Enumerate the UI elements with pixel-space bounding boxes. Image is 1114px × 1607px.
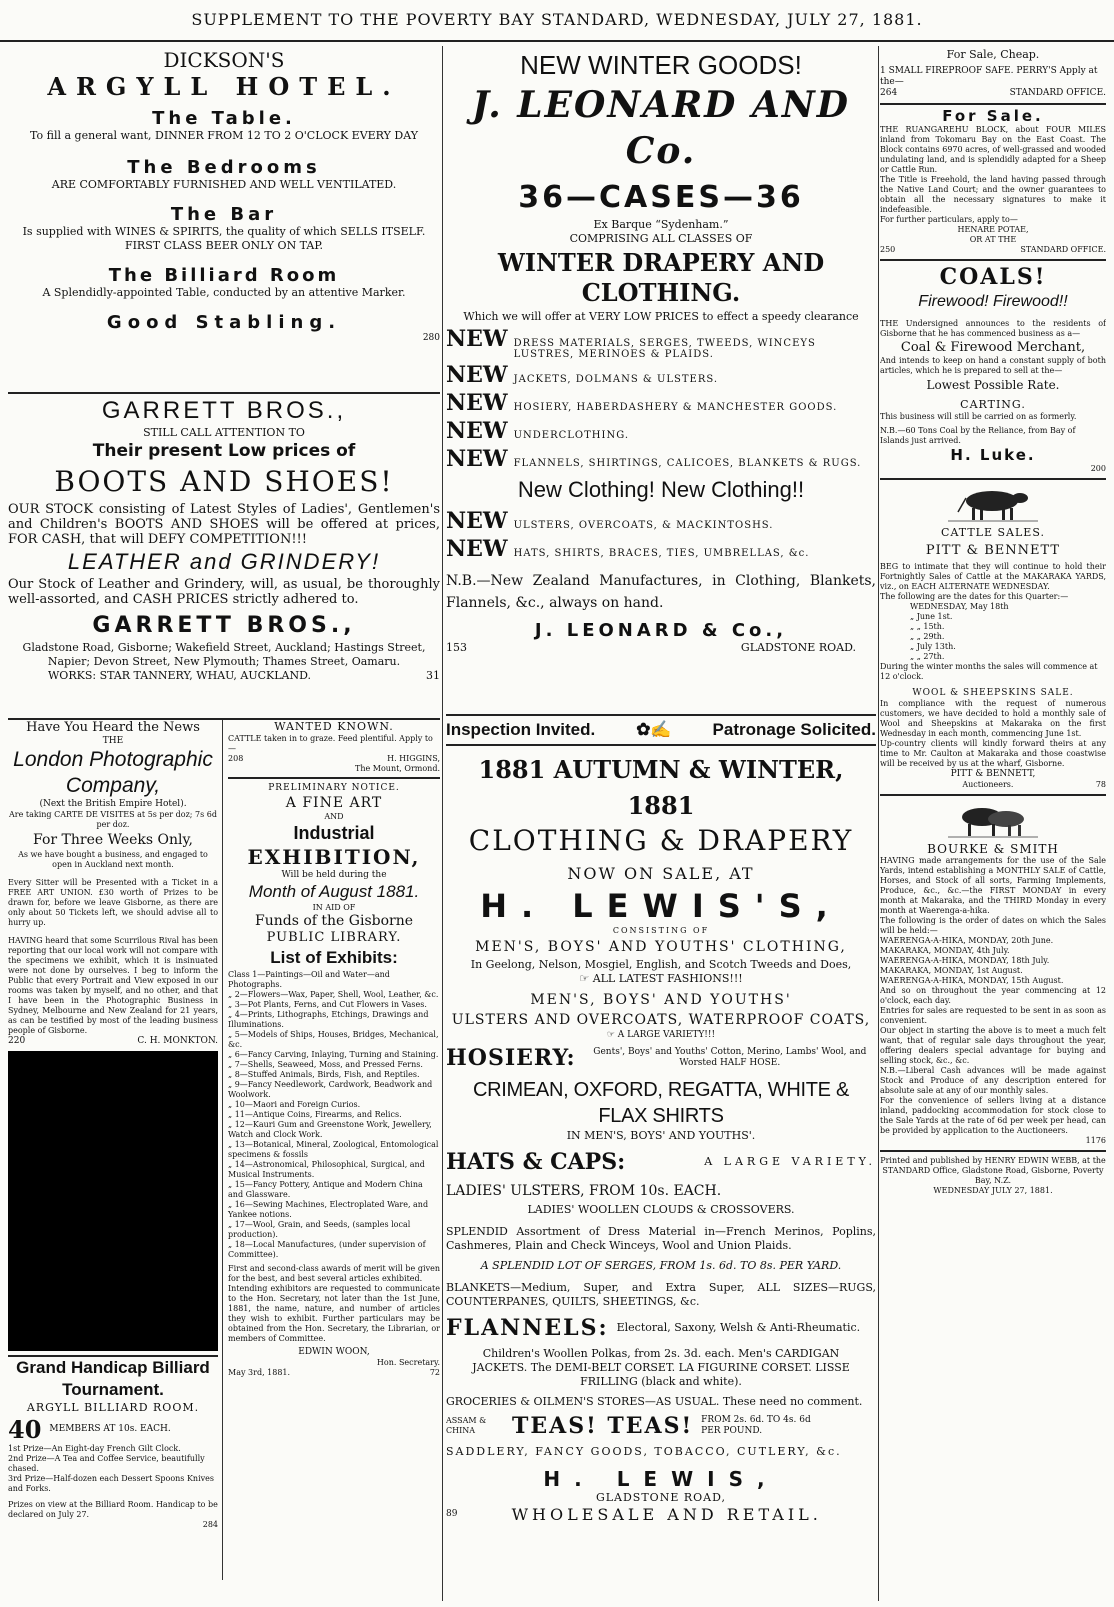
new-word: NEW [446,536,508,562]
woollen-clouds: LADIES' WOOLLEN CLOUDS & CROSSOVERS. [527,1203,795,1216]
ad-number: 280 [422,333,440,343]
list-item: „ 12—Kauri Gum and Greenstone Work, Jewellery, Watch and Clock Work. [228,1120,432,1139]
garrett-works-text: WORKS: STAR TANNERY, WHAU, AUCKLAND. [48,669,312,682]
pitt-bennett-heading: PITT & BENNETT [925,543,1061,558]
column-rule [442,46,443,1601]
list-item: „ 18—Local Manufactures, (under supervision of Committee). [228,1240,426,1259]
blacked-out-area [8,1051,218,1351]
ad-number: 72 [429,1368,440,1377]
on-sale-text: NOW ON SALE, AT [567,864,755,883]
hosiery-heading: HOSIERY: [446,1045,576,1071]
new-word: NEW [446,418,508,444]
coals-ad [880,261,1106,480]
wanted-known-ad [228,720,440,779]
ad-number: 31 [426,669,440,682]
pointing-hand-icon: ☞ [606,1030,618,1040]
new-goods-text: FLANNELS, SHIRTINGS, CALICOES, BLANKETS & RUGS. [513,458,862,469]
wanted-name: H. HIGGINS, [387,754,440,763]
new-goods-row [446,508,876,534]
carting-text: This business will still be carried on as formerly. [880,412,1077,421]
stabling-heading: Good Stabling. [106,312,342,333]
exhibition-intending: Intending exhibitors are requested to communicate to the Hon. Secretary, not later than the 1st June, 1881, the name, nature, and number of articles they wish to exhibit. Further particulars may be obtained from the Hon. Secretary, the Librarian, or members of Committee. [228,1284,440,1343]
groceries-text: GROCERIES & OILMEN'S STORES—AS USUAL. These need no comment. [446,1395,863,1408]
inspection-text: Inspection Invited. [446,720,596,739]
new-word: NEW [446,508,508,534]
new-goods-text: HATS, SHIRTS, BRACES, TIES, UMBRELLAS, &c. [513,548,810,559]
garrett-addresses: Gladstone Road, Gisborne; Wakefield Street, Auckland; Hastings Street, Napier; Devon Street, New Plymouth; Thames Street, Oamaru. [22,641,426,668]
photo-sitter-text: Every Sitter will be Presented with a Ticket in a FREE ART UNION. £30 worth of Prizes to be drawn for, before we leave Gisborne, as there are only about 50 Tickets left, we should advise all to hurry up. [8,878,219,927]
shirts-heading: CRIMEAN, OXFORD, REGATTA, WHITE & FLAX SHIRTS [472,1079,850,1127]
leonard-company: J. LEONARD AND Co. [472,84,850,172]
photo-taking: Are taking CARTE DE VISITES at 5s per doz; 7s 6d per doz. [9,810,217,829]
ad-number: 250 [880,245,896,254]
safe-ad [880,46,1106,105]
tournament-heading: Grand Handicap Billiard [16,1358,210,1377]
list-item: „ 6—Fancy Carving, Inlaying, Turning and Staining. [228,1050,439,1059]
lower-left-block [8,720,440,1580]
new-goods-row [446,362,876,388]
wanted-contact [228,754,440,764]
month-text: Month of August 1881. [248,882,420,901]
billiard-tournament-ad [8,1355,218,1530]
bourke-text-2: The following is the order of dates on which the Sales will be held:— [880,916,1106,935]
bar-text: Is supplied with WINES & SPIRITS, the quality of which SELLS ITSELF. [22,225,426,238]
and-word: AND [324,812,344,821]
new-word: NEW [446,362,508,388]
teas-heading: TEAS! TEAS! [512,1413,694,1439]
column-right [880,46,1106,1196]
safe-office: STANDARD OFFICE. [1009,88,1106,98]
block-heading: For Sale. [942,107,1044,125]
block-text: THE RUANGAREHU BLOCK, about FOUR MILES inland from Tokomaru Bay on the East Coast. The Block contains 6970 acres, of well-grassed and wooded undulating land, and is splendidly adapted for a Sheep or Cattle Run. [880,125,1106,174]
members-text: MEMBERS AT 10s. EACH. [49,1424,171,1434]
variety-label: A LARGE VARIETY!!! [617,1030,716,1040]
list-item: „ 10—Maori and Foreign Curios. [228,1100,361,1109]
members-line [8,1415,218,1444]
leonard-ad [446,46,876,716]
new-word: NEW [446,326,508,352]
pitt-bennett-signature: PITT & BENNETT, [950,769,1036,779]
ad-number: 200 [1090,464,1106,473]
block-office: STANDARD OFFICE. [1020,245,1106,254]
imprint [880,1152,1106,1196]
new-goods-list [446,326,876,472]
exhibition-date: May 3rd, 1881. [228,1368,291,1377]
garrett-line-2: Their present Low prices of [92,441,356,461]
new-goods-text: JACKETS, DOLMANS & ULSTERS. [513,374,719,385]
garrett-title-2: GARRETT BROS., [92,613,356,638]
pointing-hand-icon: ☞ [579,972,593,985]
aid-text: IN AID OF [312,903,356,912]
wool-text-2: Up-country clients will kindly forward theirs at any time to Mr. Caulton at Makaraka and those coastwise will be received by us at the wharf, Gisborne. [880,739,1106,768]
fine-art: A FINE ART [285,795,383,811]
flannels-text: Electoral, Saxony, Welsh & Anti-Rheumatic. [616,1321,861,1334]
ad-number: 1176 [1085,1136,1106,1145]
assam-text: ASSAM & CHINA [446,1416,487,1435]
list-item: „ June 1st. [910,612,953,621]
safe-footer [880,88,1106,99]
list-item: „ 2—Flowers—Wax, Paper, Shell, Wool, Leather, &c. [228,990,439,999]
cattle-text: BEG to intimate that they will continue to hold their Fortnightly Sales of Cattle at the MAKARAKA YARDS, viz., on EACH ALTERNATE WEDNESDAY. [880,562,1106,591]
leonard-heading: NEW WINTER GOODS! [520,50,802,80]
wool-text: In compliance with the request of numerous customers, we have decided to hold a monthly sale of Wool and Sheepskins at Makaraka on the first Wednesday in each month, commencing June 1st. [880,699,1106,738]
photo-signoff [8,1036,218,1047]
ad-number: 153 [446,641,467,654]
ad-number: 220 [8,1036,26,1046]
leonard-road: GLADSTONE ROAD. [740,641,856,654]
column-middle [446,46,876,1524]
lewis-signature: H. LEWIS, [543,1467,779,1491]
bourke-dates-list [880,936,1106,986]
imprint-text: Printed and published by HENRY EDWIN WEBB, at the STANDARD Office, Gladstone Road, Gisborne, Poverty Bay, N.Z. [880,1156,1106,1185]
news-heading: Have You Heard the News [26,720,200,735]
bourke-smith-heading: BOURKE & SMITH [927,842,1059,856]
bourke-text: HAVING made arrangements for the use of the Sale Yards, intend establishing a MONTHLY SALE of Cattle, Horses, and Stock of all sorts, Farming Implements, Produce, &c., &c.—the FIRST MONDAY in every month at Makaraka, and the THIRD Monday in every month at Waerenga-a-hika. [880,856,1106,915]
bedrooms-heading: The Bedrooms [127,157,321,178]
funds-text: Funds of the Gisborne [255,913,414,929]
ornament-icon: ✿✍ [636,720,672,740]
cattle-text-3: During the winter months the sales will commence at 12 o'clock. [880,662,1098,681]
new-clothing-heading: New Clothing! New Clothing!! [517,477,805,502]
hotel-owner: DICKSON'S [163,48,285,72]
childrens-text: Children's Woollen Polkas, from 2s. 3d. each. Men's CARDIGAN JACKETS. The DEMI-BELT CORSET. LA FIGURINE CORSET. LISSE FRILLING (black and white). [472,1347,850,1388]
exhibition-ad [228,783,440,1378]
lowest-rate: Lowest Possible Rate. [926,378,1060,392]
prize-3: 3rd Prize—Half-dozen each Dessert Spoons Knives and Forks. [8,1474,214,1493]
imprint-date: WEDNESDAY JULY 27, 1881. [933,1186,1053,1195]
wholesale-retail: WHOLESALE AND RETAIL. [511,1505,822,1524]
members-number: 40 [8,1415,42,1444]
lewis-name: H. LEWIS'S, [480,887,842,925]
cow-illustration [948,486,1038,522]
list-item: WAERENGA-A-HIKA, MONDAY, 20th June. [880,936,1054,945]
bar-text-2: FIRST CLASS BEER ONLY ON TAP. [124,239,324,252]
photo-three-weeks: For Three Weeks Only, [33,832,193,848]
photo-having-text: HAVING heard that some Scurrilous Rival has been reporting that our local work will not compare with the specimens we exhibit, which it is insinuated were not done by ourselves. I beg to inform the Public that every Portrait and View exposed in our rooms was taken by myself, and no other, and that I have been in the Photographic Business in Sydney, Melbourne and New Zealand for 21 years, as can be testified by most of the leading business people of Gisborne. [8,936,219,1035]
exhibition-signature: EDWIN WOON, [298,1347,370,1357]
flannels-heading: FLANNELS: [446,1315,609,1341]
leather-text: Our Stock of Leather and Grindery, will, as usual, be thoroughly well-assorted, and CASH PRICES strictly adhered to. [8,577,440,607]
billiard-heading: The Billiard Room [108,265,340,286]
page-header: SUPPLEMENT TO THE POVERTY BAY STANDARD, WEDNESDAY, JULY 27, 1881. [0,0,1114,42]
list-item: „ 11—Antique Coins, Firearms, and Relics. [228,1110,402,1119]
list-item: „ 9—Fancy Needlework, Cardwork, Beadwork and Woolwork. [228,1080,433,1099]
leonard-signature: J. LEONARD & Co., [534,620,788,641]
photo-the: THE [102,736,124,746]
lewis-ad [446,716,876,1524]
consisting-text: CONSISTING OF [612,926,710,935]
photo-signature: C. H. MONKTON. [137,1036,219,1046]
shirts-sub: IN MEN'S, BOYS' AND YOUTHS'. [566,1129,756,1142]
block-text-3: For further particulars, apply to— [880,215,1018,224]
teas-line [446,1413,876,1439]
offer-text: Which we will offer at VERY LOW PRICES to effect a speedy clearance [463,310,859,323]
ad-number: 284 [202,1520,219,1529]
teas-price: FROM 2s. 6d. TO 4s. 6d PER POUND. [701,1415,811,1436]
garrett-stock-text: OUR STOCK consisting of Latest Styles of Ladies', Gentlemen's and Children's BOOTS AND SHOES will be offered at prices, FOR CASH, that will DEFY COMPETITION!!! [8,502,440,547]
list-item: MAKARAKA, MONDAY, 1st August. [880,966,1023,975]
bourke-text-3: And so on throughout the year commencing at 12 o'clock, each day. [880,986,1106,1005]
auctioneers-text: Auctioneers. [962,780,1014,789]
list-item: „ „ 27th. [910,652,945,661]
new-goods-row [446,536,876,562]
block-or: OR AT THE [969,235,1017,244]
hotel-name: ARGYLL HOTEL. [47,72,401,101]
list-item: „ „ 29th. [910,632,945,641]
wanted-heading: WANTED KNOWN. [274,720,394,733]
saddlery-text: SADDLERY, FANCY GOODS, TOBACCO, CUTLERY, &c. [446,1445,842,1458]
new-goods-row [446,418,876,444]
cattle-footer [880,780,1106,790]
new-goods-row [446,326,876,360]
held-text: Will be held during the [281,870,387,880]
bedrooms-text: ARE COMFORTABLY FURNISHED AND WELL VENTILATED. [51,178,397,191]
firewood-heading: Firewood! Firewood!! [918,293,1068,310]
hats-heading: HATS & CAPS: [446,1149,626,1175]
merchant-heading: Coal & Firewood Merchant, [900,340,1086,355]
photo-location: (Next the British Empire Hotel). [39,799,187,809]
tournament-heading-2: Tournament. [62,1380,164,1399]
list-item: „ 5—Models of Ships, Houses, Bridges, Mechanical, &c. [228,1030,439,1049]
cattle-dates-list [880,602,1106,662]
dress-material-text: SPLENDID Assortment of Dress Material in—French Merinos, Poplins, Cashmeres, Plain and Check Winceys, Wool and Union Plaids. [446,1225,876,1252]
serges-text: A SPLENDID LOT OF SERGES, FROM 1s. 6d. TO 8s. PER YARD. [480,1259,842,1272]
photo-company-name: London Photographic Company, [13,748,213,797]
flannels-line [446,1315,876,1341]
list-item: „ 14—Astronomical, Philosophical, Surgical, and Musical Instruments. [228,1160,425,1179]
table-text: To fill a general want, DINNER FROM 12 TO 2 O'CLOCK EVERY DAY [30,129,418,142]
exhibits-list [228,970,440,1260]
prize-2: 2nd Prize—A Tea and Coffee Service, beautifully chased. [8,1454,205,1473]
boots-shoes-heading: BOOTS AND SHOES! [54,465,394,498]
column-rule [878,46,879,1601]
garrett-bros-ad [8,394,440,720]
bar-heading: The Bar [170,204,278,225]
new-goods-text: DRESS MATERIALS, SERGES, TWEEDS, WINCEYS LUSTRES, MERINOES & PLAIDS. [513,338,816,360]
new-goods-list-2 [446,508,876,562]
comprising-text: COMPRISING ALL CLASSES OF [569,232,753,245]
ulsters-overcoats: ULSTERS AND OVERCOATS, WATERPROOF COATS, [451,1012,871,1028]
exhibits-heading: List of Exhibits: [270,948,398,967]
prize-1: 1st Prize—An Eight-day French Gilt Clock. [8,1444,181,1453]
billiard-room: ARGYLL BILLIARD ROOM. [26,1401,200,1414]
ad-number: 264 [880,88,898,98]
leather-heading: LEATHER and GRINDERY! [67,549,381,574]
safe-text: 1 SMALL FIREPROOF SAFE. PERRY'S Apply at the— [880,66,1098,87]
block-footer [880,245,1106,255]
exhibition-column [223,720,440,1580]
ad-number: 78 [1095,780,1106,789]
list-item: „ „ 15th. [910,622,945,631]
new-goods-text: ULSTERS, OVERCOATS, & MACKINTOSHS. [513,520,774,531]
list-item: „ 17—Wool, Grain, and Seeds, (samples local production). [228,1220,411,1239]
safe-heading: For Sale, Cheap. [946,48,1040,61]
list-item: „ 4—Prints, Lithographs, Etchings, Drawings and Illuminations. [228,1010,429,1029]
carting-heading: CARTING. [960,398,1026,411]
photo-bought: As we have bought a business, and engaged to open in Auckland next month. [18,850,208,869]
lewis-footer [446,1505,876,1524]
cases-heading: 36—CASES—36 [518,180,804,215]
coals-text: THE Undersigned announces to the residents of Gisborne that he has commenced business as a— [880,319,1106,338]
inspection-line [446,720,876,746]
exhibition-title: EXHIBITION, [247,845,421,869]
column-left [8,46,440,1580]
exhibition-secretary: Hon. Secretary. [376,1358,440,1367]
luke-signature: H. Luke. [950,446,1036,464]
list-item: MAKARAKA, MONDAY, 4th July. [880,946,1010,955]
leonard-footer [446,641,876,655]
new-goods-text: HOSIERY, HABERDASHERY & MANCHESTER GOODS. [513,402,838,413]
cattle-illustration [948,802,1038,838]
exhibition-awards: First and second-class awards of merit will be given for the best, and best several articles exhibited. [228,1264,440,1283]
coals-heading: COALS! [939,264,1047,290]
hats-text: A LARGE VARIETY. [704,1155,876,1168]
wanted-address: The Mount, Ormond. [355,764,440,773]
new-goods-row [446,390,876,416]
list-item: WEDNESDAY, May 18th [910,602,1009,611]
photo-column [8,720,223,1580]
list-item: „ 16—Sewing Machines, Electroplated Ware, and Yankee notions. [228,1200,429,1219]
fashions-label: ALL LATEST FASHIONS!!! [592,972,743,985]
coals-nb: N.B.—60 Tons Coal by the Reliance, from Bay of Islands just arrived. [880,426,1076,445]
lewis-road: GLADSTONE ROAD, [595,1491,727,1504]
garrett-works [8,669,440,683]
wool-heading: WOOL & SHEEPSKINS SALE. [912,688,1074,698]
garrett-line-1: STILL CALL ATTENTION TO [143,426,305,439]
blankets-text: BLANKETS—Medium, Super, and Extra Super, ALL SIZES—RUGS, COUNTERPANES, QUILTS, SHEETINGS, &c. [446,1281,876,1308]
patronage-text: Patronage Solicited. [712,720,876,739]
leonard-nb: N.B.—New Zealand Manufactures, in Clothing, Blankets, Flannels, &c., always on hand. [446,573,876,611]
list-item: WAERENGA-A-HIKA, MONDAY, 15th August. [880,976,1064,985]
industrial: Industrial [293,823,375,843]
coals-text-2: And intends to keep on hand a constant supply of both articles, which he is prepared to sell at the— [880,356,1106,375]
hosiery-text: Gents', Boys' and Youths' Cotton, Merino, Lambs' Wool, and Worsted HALF HOSE. [593,1047,867,1068]
wanted-text: CATTLE taken in to graze. Feed plentiful. Apply to— [228,734,433,753]
list-item: „ 3—Pot Plants, Ferns, and Cut Flowers in Vases. [228,1000,427,1009]
clothing-drapery-heading: CLOTHING & DRAPERY [468,824,854,857]
fashions-text [446,972,876,986]
cattle-text-2: The following are the dates for this Quarter:— [880,592,1069,601]
billiard-text: A Splendidly-appointed Table, conducted by an attentive Marker. [42,286,406,299]
block-sale-ad [880,105,1106,261]
garrett-title: GARRETT BROS., [101,397,347,424]
block-text-2: The Title is Freehold, the land having passed through the Native Land Court; and the owner guarantees to obtain all the necessary signatures to make it indefeasible. [880,175,1106,214]
cattle-sales-ad [880,480,1106,796]
tweeds-text: In Geelong, Nelson, Mosgiel, English, and Scotch Tweeds and Does, [470,958,852,971]
preliminary-notice: PRELIMINARY NOTICE. [268,783,400,793]
list-item: „ 13—Botanical, Mineral, Zoological, Entomological specimens & fossils [228,1140,439,1159]
cattle-heading: CATTLE SALES. [941,526,1045,539]
hats-line [446,1149,876,1175]
men-boys-youths-2: MEN'S, BOYS' AND YOUTHS' [530,992,792,1008]
variety-text [446,1030,876,1041]
list-item: „ July 13th. [910,642,956,651]
table-heading: The Table. [152,108,296,129]
new-goods-text: UNDERCLOTHING. [513,430,630,441]
argyll-hotel-ad [8,46,440,394]
block-contact: HENARE POTAE, [957,225,1029,234]
bourke-text-6: N.B.—Liberal Cash advances will be made against Stock and Produce of any description entered for absolute sale at any of our monthly sales. [880,1066,1106,1095]
list-item: „ 7—Shells, Seaweed, Moss, and Pressed Ferns. [228,1060,423,1069]
ad-number: 208 [228,754,244,763]
new-goods-row [446,446,876,472]
men-boys-youths-clothing: MEN'S, BOYS' AND YOUTHS' CLOTHING, [475,939,847,955]
bourke-text-4: Entries for sales are requested to be sent in as soon as convenient. [880,1006,1106,1025]
new-word: NEW [446,390,508,416]
list-item: „ 8—Stuffed Animals, Birds, Fish, and Reptiles. [228,1070,420,1079]
list-item: „ 15—Fancy Pottery, Antique and Modern China and Glassware. [228,1180,423,1199]
ad-number: 89 [446,1509,458,1519]
winter-drapery-heading: WINTER DRAPERY AND CLOTHING. [497,248,825,307]
list-item: Class 1—Paintings—Oil and Water—and Photographs. [228,970,390,989]
bourke-text-5: Our object in starting the above is to meet a much felt want, that of regular sale days throughout the year, offering dealers special advantage for buying and selling stock, &c., &c. [880,1026,1106,1065]
new-word: NEW [446,446,508,472]
photographic-ad [8,720,218,1047]
prizes-view: Prizes on view at the Billiard Room. Handicap to be declared on July 27. [8,1500,218,1519]
exhibition-footer [228,1368,440,1378]
library-text: PUBLIC LIBRARY. [266,930,402,945]
barque-text: Ex Barque “Sydenham.” [593,218,729,231]
bourke-text-7: For the convenience of sellers living at a distance inland, paddocking accommodation for stock close to the Sale Yards at the rate of 6d per week per head, can be provided by application to the Auctioneers. [880,1096,1106,1135]
bourke-smith-ad [880,796,1106,1152]
list-item: WAERENGA-A-HIKA, MONDAY, 18th July. [880,956,1050,965]
ladies-ulsters: LADIES' ULSTERS, FROM 10s. EACH. [446,1183,722,1199]
autumn-winter-heading: 1881 AUTUMN & WINTER, 1881 [478,755,844,820]
hosiery-line [446,1045,876,1071]
